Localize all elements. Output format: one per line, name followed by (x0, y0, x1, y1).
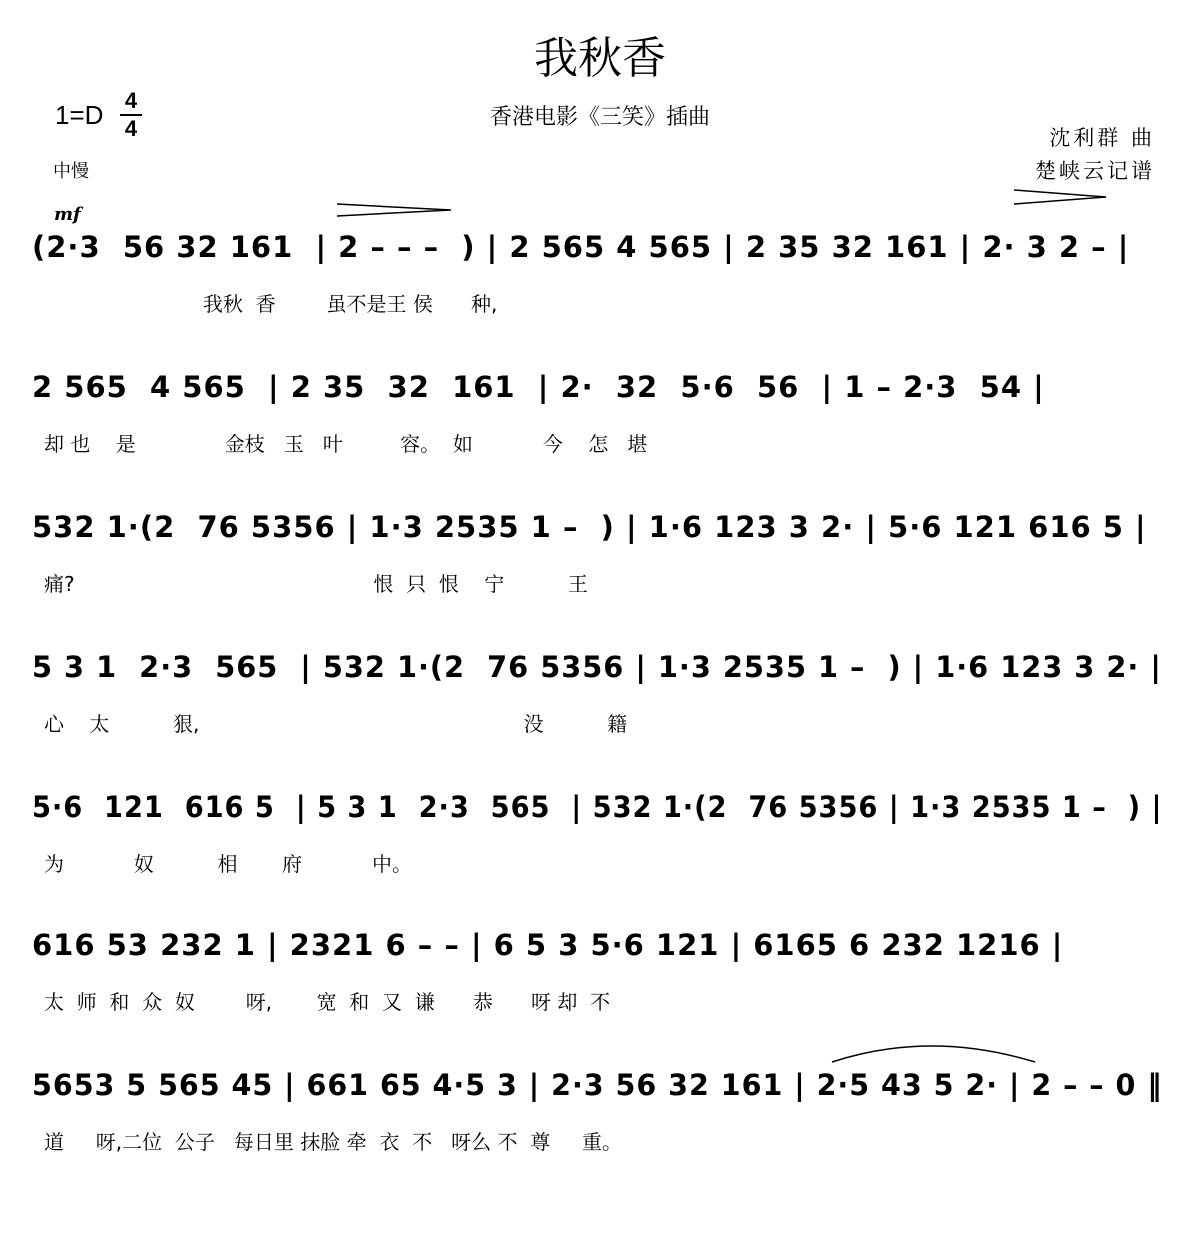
notation-line-2: 2 565 4 565 | 2 35 32 161 | 2· 32 5·6 56 | 1 – 2·3 54 | (32, 370, 1045, 404)
transcriber-credit: 楚峡云记谱 (1035, 159, 1155, 183)
lyrics-line-5: 为 奴 相 府 中。 (44, 852, 412, 876)
notation-line-1: (2·3 56 32 161 | 2 – – – ) | 2 565 4 565 | 2 35 32 161 | 2· 3 2 – | (32, 230, 1130, 264)
song-subtitle: 香港电影《三笑》插曲 (489, 105, 710, 130)
dynamic-marking: mf (54, 204, 81, 225)
key-signature: 1=D (55, 100, 104, 130)
decrescendo-hairpin (337, 204, 451, 216)
tempo-marking: 中慢 (53, 161, 89, 182)
decrescendo-hairpin (1014, 190, 1106, 204)
lyrics-line-7: 道 呀,二位 公子 每日里 抹脸 牵 衣 不 呀么 不 尊 重。 (44, 1130, 623, 1154)
lyrics-line-4: 心 太 狠, 没 籍 (44, 712, 628, 736)
notation-line-4: 5 3 1 2·3 565 | 532 1·(2 76 5356 | 1·3 2535 1 – ) | 1·6 123 3 2· | (32, 650, 1162, 684)
notation-line-5: 5·6 121 616 5 | 5 3 1 2·3 565 | 532 1·(2 76 5356 | 1·3 2535 1 – ) | (32, 790, 1163, 824)
time-signature-numerator: 4 (124, 88, 138, 113)
notation-line-7: 5653 5 565 45 | 661 65 4·5 3 | 2·3 56 32 161 | 2·5 43 5 2· | 2 – – 0 ‖ (32, 1068, 1163, 1102)
song-title: 我秋香 (534, 33, 666, 84)
composer-credit: 沈利群 曲 (1049, 126, 1155, 150)
notation-line-6: 616 53 232 1 | 2321 6 – – | 6 5 3 5·6 121 | 6165 6 232 1216 | (32, 928, 1064, 962)
time-signature-denominator: 4 (124, 116, 138, 141)
slur-arc (832, 1046, 1035, 1062)
lyrics-line-3: 痛? 恨 只 恨 宁 王 (44, 572, 588, 596)
lyrics-line-1: 我秋 香 虽不是王 侯 种, (44, 292, 498, 316)
lyrics-line-6: 太 师 和 众 奴 呀, 宽 和 又 谦 恭 呀 却 不 (44, 990, 611, 1014)
lyrics-line-2: 却 也 是 金枝 玉 叶 容。 如 今 怎 堪 (44, 432, 648, 456)
notation-line-3: 532 1·(2 76 5356 | 1·3 2535 1 – ) | 1·6 123 3 2· | 5·6 121 616 5 | (32, 510, 1147, 544)
